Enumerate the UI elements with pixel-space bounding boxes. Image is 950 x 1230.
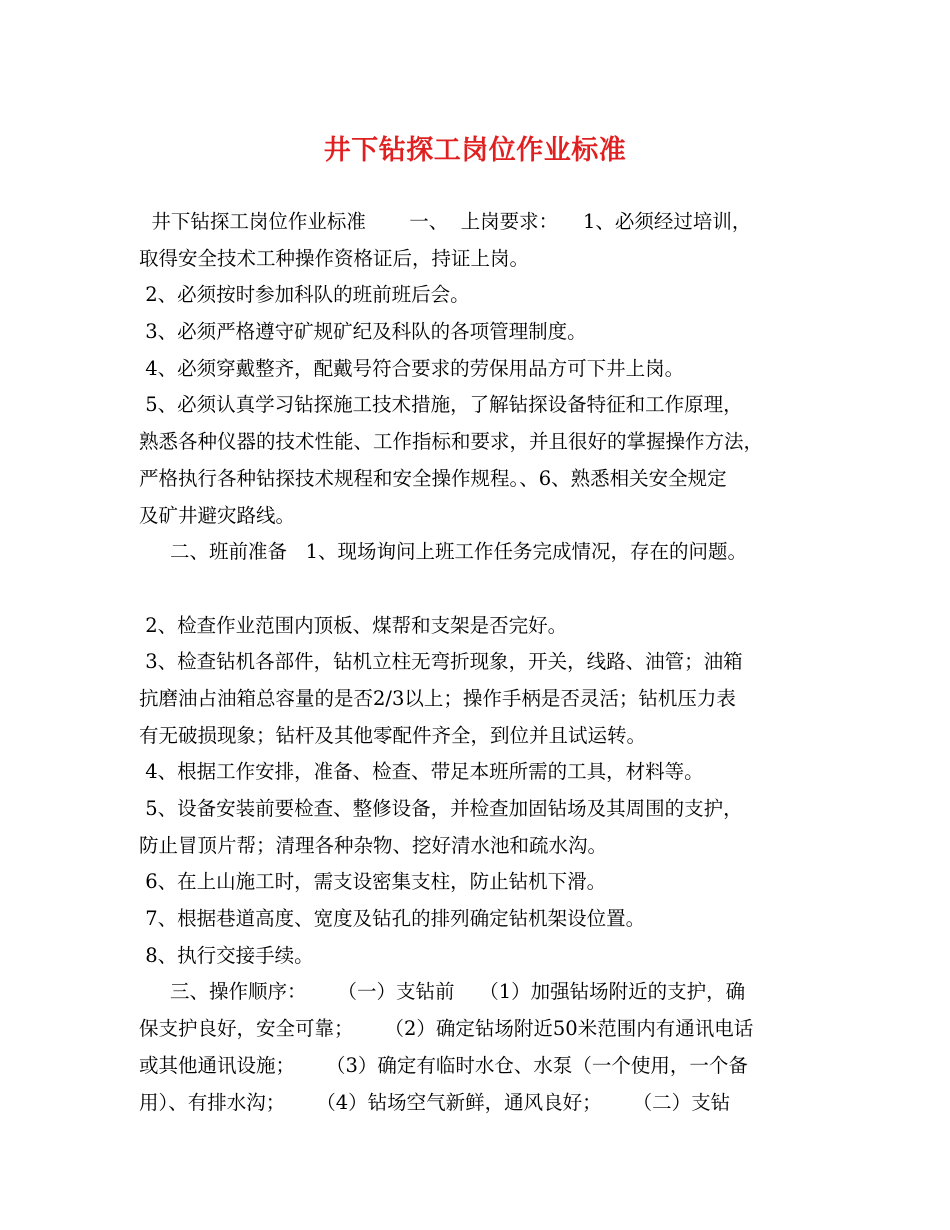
body-line: 6、在上山施工时，需支设密集支柱，防止钻机下滑。 <box>139 870 607 894</box>
body-line: 有无破损现象；钻杆及其他零配件齐全，到位并且试运转。 <box>139 723 647 747</box>
body-line: 2、必须按时参加科队的班前班后会。 <box>139 283 470 307</box>
body-line: 防止冒顶片帮；清理各种杂物、挖好清水池和疏水沟。 <box>139 833 608 857</box>
body-line: 7、根据巷道高度、宽度及钻孔的排列确定钻机架设位置。 <box>139 907 646 931</box>
body-line: 抗磨油占油箱总容量的是否2/3以上；操作手柄是否灵活；钻机压力表 <box>139 686 736 710</box>
body-line: 三、操作顺序： （一）支钻前 （1）加强钻场附近的支护，确 <box>139 980 746 1004</box>
body-line: 3、检查钻机各部件，钻机立柱无弯折现象，开关，线路、油管；油箱 <box>139 650 743 674</box>
body-line: 5、设备安装前要检查、整修设备，并检查加固钻场及其周围的支护， <box>139 797 743 820</box>
body-line: 2、检查作业范围内顶板、煤帮和支架是否完好。 <box>139 613 568 637</box>
document-body <box>139 204 829 1121</box>
body-line: 3、必须严格遵守矿规矿纪及科队的各项管理制度。 <box>139 320 587 344</box>
body-line: 4、必须穿戴整齐，配戴号符合要求的劳保用品方可下井上岗。 <box>139 356 685 380</box>
body-line: 保支护良好，安全可靠； （2）确定钻场附近50米范围内有通讯电话 <box>139 1017 754 1041</box>
body-line: 严格执行各种钻探技术规程和安全操作规程。、6、熟悉相关安全规定 <box>139 466 727 490</box>
blank-line <box>139 571 829 608</box>
document-title: 井下钻探工岗位作业标准 <box>323 135 627 166</box>
body-line: 熟悉各种仪器的技术性能、工作指标和要求，并且很好的掌握操作方法， <box>139 430 764 454</box>
body-line: 用）、有排水沟； （4）钻场空气新鲜，通风良好； （二）支钻 <box>139 1090 731 1114</box>
body-line: 及矿井避灾路线。 <box>139 503 296 527</box>
body-line: 二、班前准备 1、现场询问上班工作任务完成情况，存在的问题。 <box>139 540 747 564</box>
body-line: 8、执行交接手续。 <box>139 943 314 967</box>
body-line: 或其他通讯设施； （3）确定有临时水仓、水泵（一个使用，一个备 <box>139 1053 748 1077</box>
body-line: 取得安全技术工种操作资格证后，持证上岗。 <box>139 246 530 270</box>
body-line: 4、根据工作安排，准备、检查、带足本班所需的工具，材料等。 <box>139 760 704 784</box>
body-line: 井下钻探工岗位作业标准 一、 上岗要求： 1、必须经过培训， <box>139 210 752 233</box>
body-line: 5、必须认真学习钻探施工技术措施，了解钻探设备特征和工作原理， <box>139 393 743 417</box>
